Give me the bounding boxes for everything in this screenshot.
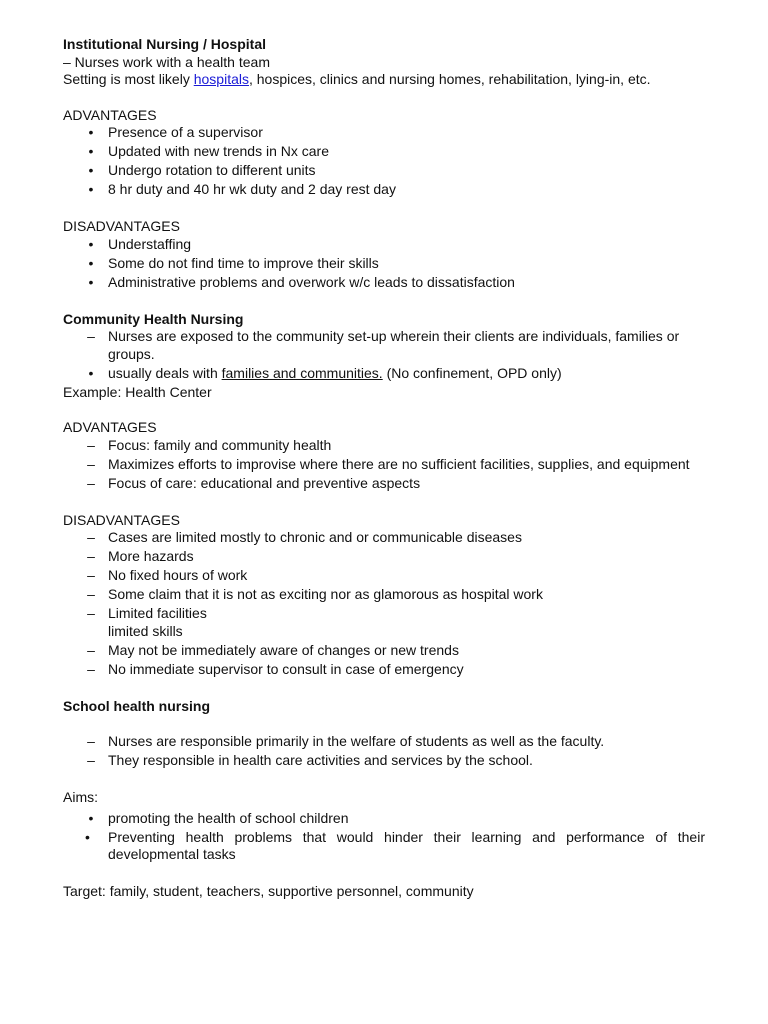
list-item: • 8 hr duty and 40 hr wk duty and 2 day rest day xyxy=(63,181,705,199)
list-item: – Cases are limited mostly to chronic and or communicable diseases xyxy=(63,529,705,547)
community-disadvantages-more-list xyxy=(63,642,705,679)
dash-icon: – xyxy=(87,641,95,658)
school-target: Target: family, student, teachers, supportive personnel, community xyxy=(63,883,474,899)
institutional-advantages-heading: ADVANTAGES xyxy=(63,106,157,123)
bullet-icon: • xyxy=(88,364,94,381)
school-aims-heading: Aims: xyxy=(63,789,98,805)
bullet-icon: • xyxy=(88,143,94,159)
bullet-icon: • xyxy=(88,809,94,826)
dash-icon: – xyxy=(87,586,95,602)
dash-icon: – xyxy=(87,529,95,545)
dash-icon: – xyxy=(87,436,95,453)
community-intro-list xyxy=(63,328,705,382)
hospitals-link[interactable]: hospitals xyxy=(193,71,249,87)
list-item: • usually deals with families and communities. (No confinement, OPD only) xyxy=(63,365,705,383)
list-item: – Nurses are exposed to the community set-up wherein their clients are individuals, families or groups. xyxy=(63,328,705,363)
community-example: Example: Health Center xyxy=(63,383,212,400)
bullet-icon: • xyxy=(88,162,94,178)
list-item: – May not be immediately aware of changes or new trends xyxy=(63,642,705,660)
dash-icon: – xyxy=(87,328,95,344)
list-item: – Maximizes efforts to improvise where there are no sufficient facilities, supplies, and equipment xyxy=(63,456,705,474)
disadvantages-continuation: limited skills xyxy=(108,622,183,639)
document-page xyxy=(63,36,705,901)
dash-icon: – xyxy=(87,605,95,621)
list-item: – Some claim that it is not as exciting nor as glamorous as hospital work xyxy=(63,586,705,604)
community-title: Community Health Nursing xyxy=(63,310,244,327)
list-item: • Undergo rotation to different units xyxy=(63,162,705,180)
institutional-advantages-list xyxy=(63,124,705,199)
institutional-setting xyxy=(63,71,705,89)
bullet-icon: • xyxy=(88,273,94,290)
bullet-icon: • xyxy=(85,828,90,845)
school-aims-list xyxy=(63,810,705,864)
institutional-subtitle: – Nurses work with a health team xyxy=(63,53,270,70)
institutional-disadvantages-list xyxy=(63,236,705,292)
community-advantages-heading: ADVANTAGES xyxy=(63,419,157,435)
dash-icon: – xyxy=(87,567,95,583)
list-item: – No immediate supervisor to consult in case of emergency xyxy=(63,661,705,679)
dash-icon: – xyxy=(87,660,95,677)
list-item: • promoting the health of school children xyxy=(63,810,705,828)
list-item: • Understaffing xyxy=(63,236,705,254)
bullet-icon: • xyxy=(88,254,94,271)
institutional-disadvantages-heading: DISADVANTAGES xyxy=(63,218,180,234)
dash-icon: – xyxy=(87,548,95,564)
bullet-icon: • xyxy=(88,181,94,197)
list-item: – More hazards xyxy=(63,548,705,566)
dash-icon: – xyxy=(87,474,95,491)
community-advantages-list xyxy=(63,437,705,493)
community-disadvantages-list xyxy=(63,529,705,623)
school-points-list xyxy=(63,733,705,770)
bullet-icon: • xyxy=(88,235,94,252)
dash-icon: – xyxy=(87,733,95,749)
community-disadvantages-heading: DISADVANTAGES xyxy=(63,511,180,528)
setting-prefix: Setting is most likely xyxy=(63,71,194,87)
list-item: • Presence of a supervisor xyxy=(63,124,705,142)
list-item: – No fixed hours of work xyxy=(63,567,705,585)
list-item: • Administrative problems and overwork w/c leads to dissatisfaction xyxy=(63,274,705,292)
list-item: – Limited facilities xyxy=(63,605,705,623)
dash-icon: – xyxy=(87,752,95,768)
list-item: – They responsible in health care activities and services by the school. xyxy=(63,752,705,770)
list-item: • Some do not find time to improve their skills xyxy=(63,255,705,273)
list-item: • Updated with new trends in Nx care xyxy=(63,143,705,161)
setting-suffix: , hospices, clinics and nursing homes, rehabilitation, lying-in, etc. xyxy=(248,71,651,87)
dash-icon: – xyxy=(87,455,95,472)
list-item: – Focus: family and community health xyxy=(63,437,705,455)
list-item: – Nurses are responsible primarily in the welfare of students as well as the faculty. xyxy=(63,733,705,751)
list-item: • Preventing health problems that would hinder their learning and performance of their developmental tasks xyxy=(85,828,705,862)
institutional-title: Institutional Nursing / Hospital xyxy=(63,36,266,52)
bullet-icon: • xyxy=(88,124,94,140)
school-title: School health nursing xyxy=(63,697,211,714)
list-item: – Focus of care: educational and preventive aspects xyxy=(63,475,705,493)
